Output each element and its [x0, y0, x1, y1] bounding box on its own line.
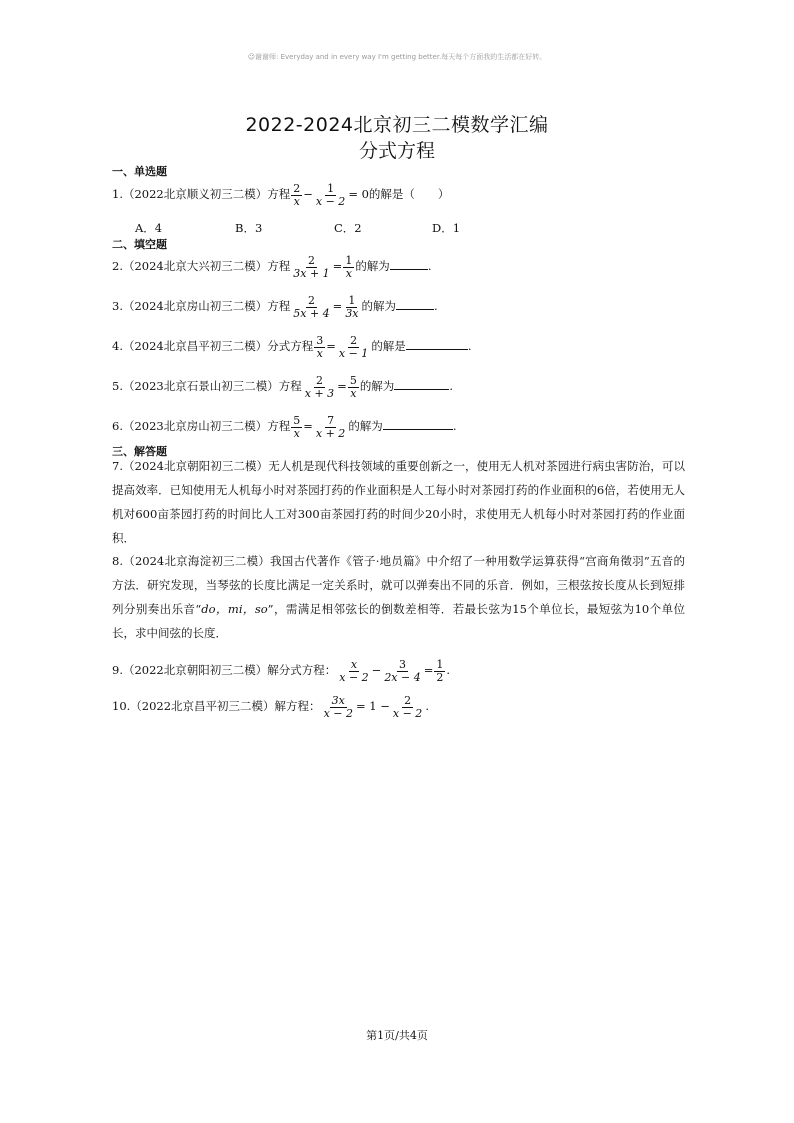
music-notes: do，mi，so [201, 602, 268, 616]
fraction: $\frac{x}{x - 2}$ [339, 657, 369, 684]
question-8: 8.（2024北京海淀初三二模）我国古代著作《管子·地员篇》中介绍了一种用数学运算获得“宫商角徵羽”五音的方法．研究发现，当琴弦的长度比满足一定关系时，就可以弹奏出不同的乐音．例如，三根弦按长度从长到短排列分别奏出乐音“do，mi，so”，需满足相邻弦长的倒数差相等．若最长弦为15个单位长，最短弦为10个单位长，求中间弦的长度． [112, 554, 685, 640]
answer-blank [406, 337, 468, 350]
fraction: $\frac{1}{2}$ [436, 657, 444, 684]
question-10: 10.（2022北京昌平初三二模）解方程： $\frac{3x}{x - 2}$ = 1 − $\frac{2}{x - 2}$ . [112, 693, 429, 720]
answer-blank [383, 417, 453, 430]
page-title: 2022-2024北京初三二模数学汇编 [245, 114, 549, 136]
option-d: D．1 [432, 221, 461, 235]
fraction: $\frac{2}{x - 2}$ [392, 693, 423, 720]
question-4: 4.（2024北京昌平初三二模）分式方程 $\frac{3}{x}$ = $\frac{2}{x - 1}$ 的解是 . [112, 333, 472, 360]
option-b: B．3 [235, 221, 263, 235]
fraction: $\frac{2}{5x + 4}$ [293, 293, 330, 320]
page-number: 第1页/共4页 [366, 1029, 428, 1042]
option-a: A．4 [135, 221, 163, 235]
question-2: 2.（2024北京大兴初三二模）方程 $\frac{2}{3x + 1}$ = $\frac{1}{x}$ 的解为 . [112, 253, 432, 280]
answer-blank [394, 377, 449, 390]
fraction: $\frac{3x}{x - 2}$ [323, 693, 353, 720]
fraction: $\frac{3}{2x - 4}$ [384, 657, 421, 684]
fraction: $\frac{2}{3x + 1}$ [293, 253, 330, 280]
answer-blank [396, 297, 434, 310]
question-1-prefix: 1.（2022北京顺义初三二模）方程 [112, 187, 291, 201]
question-3: 3.（2024北京房山初三二模）方程 $\frac{2}{5x + 4}$ = $\frac{1}{3x}$ 的解为 . [112, 293, 438, 320]
fraction: $\frac{2}{x - 1}$ [338, 333, 369, 360]
question-1: 1.（2022北京顺义初三二模）方程 $\frac{2}{x}$ − $\frac{1}{x - 2}$ = 0的解是（ ） [112, 181, 450, 208]
section-heading-single-choice: 一、单选题 [112, 165, 167, 178]
question-9: 9.（2022北京朝阳初三二模）解分式方程： $\frac{x}{x - 2}$ − $\frac{3}{2x - 4}$ = $\frac{1}{2}$ . [112, 657, 451, 684]
fraction: $\frac{1}{x}$ [345, 253, 353, 280]
fraction: $\frac{2}{x + 3}$ [304, 373, 335, 400]
fraction: $\frac{1}{3x}$ [345, 293, 359, 320]
page-subtitle: 分式方程 [358, 140, 435, 162]
header-watermark-note: ☺谢谢师: Everyday and in every way I'm getting better.每天每个方面我的生活都在好转。 [247, 53, 547, 61]
fraction: $\frac{3}{x}$ [316, 333, 324, 360]
fraction: $\frac{2}{x}$ [293, 181, 301, 208]
fraction: $\frac{5}{x}$ [293, 413, 301, 440]
answer-blank [390, 257, 428, 270]
fraction: $\frac{1}{x - 2}$ [315, 181, 346, 208]
question-6: 6.（2023北京房山初三二模）方程 $\frac{5}{x}$ = $\frac{7}{x + 2}$ 的解为 . [112, 413, 457, 440]
fraction: $\frac{7}{x + 2}$ [315, 413, 346, 440]
option-c: C．2 [334, 221, 362, 235]
section-heading-fill-blank: 二、填空题 [112, 238, 167, 251]
question-7: 7.（2024北京朝阳初三二模）无人机是现代科技领域的重要创新之一，使用无人机对茶园进行病虫害防治，可以提高效率．已知使用无人机每小时对茶园打药的作业面积是人工每小时对茶园打药的作业面积的6倍，若使用无人机对600亩茶园打药的时间比人工对300亩茶园打药的时间少20小时，求使用无人机每小时对茶园打药的作业面积． [112, 459, 685, 545]
section-heading-answer: 三、解答题 [112, 445, 167, 458]
fraction: $\frac{5}{x}$ [349, 373, 357, 400]
question-5: 5.（2023北京石景山初三二模）方程 $\frac{2}{x + 3}$ = $\frac{5}{x}$ 的解为 . [112, 373, 453, 400]
